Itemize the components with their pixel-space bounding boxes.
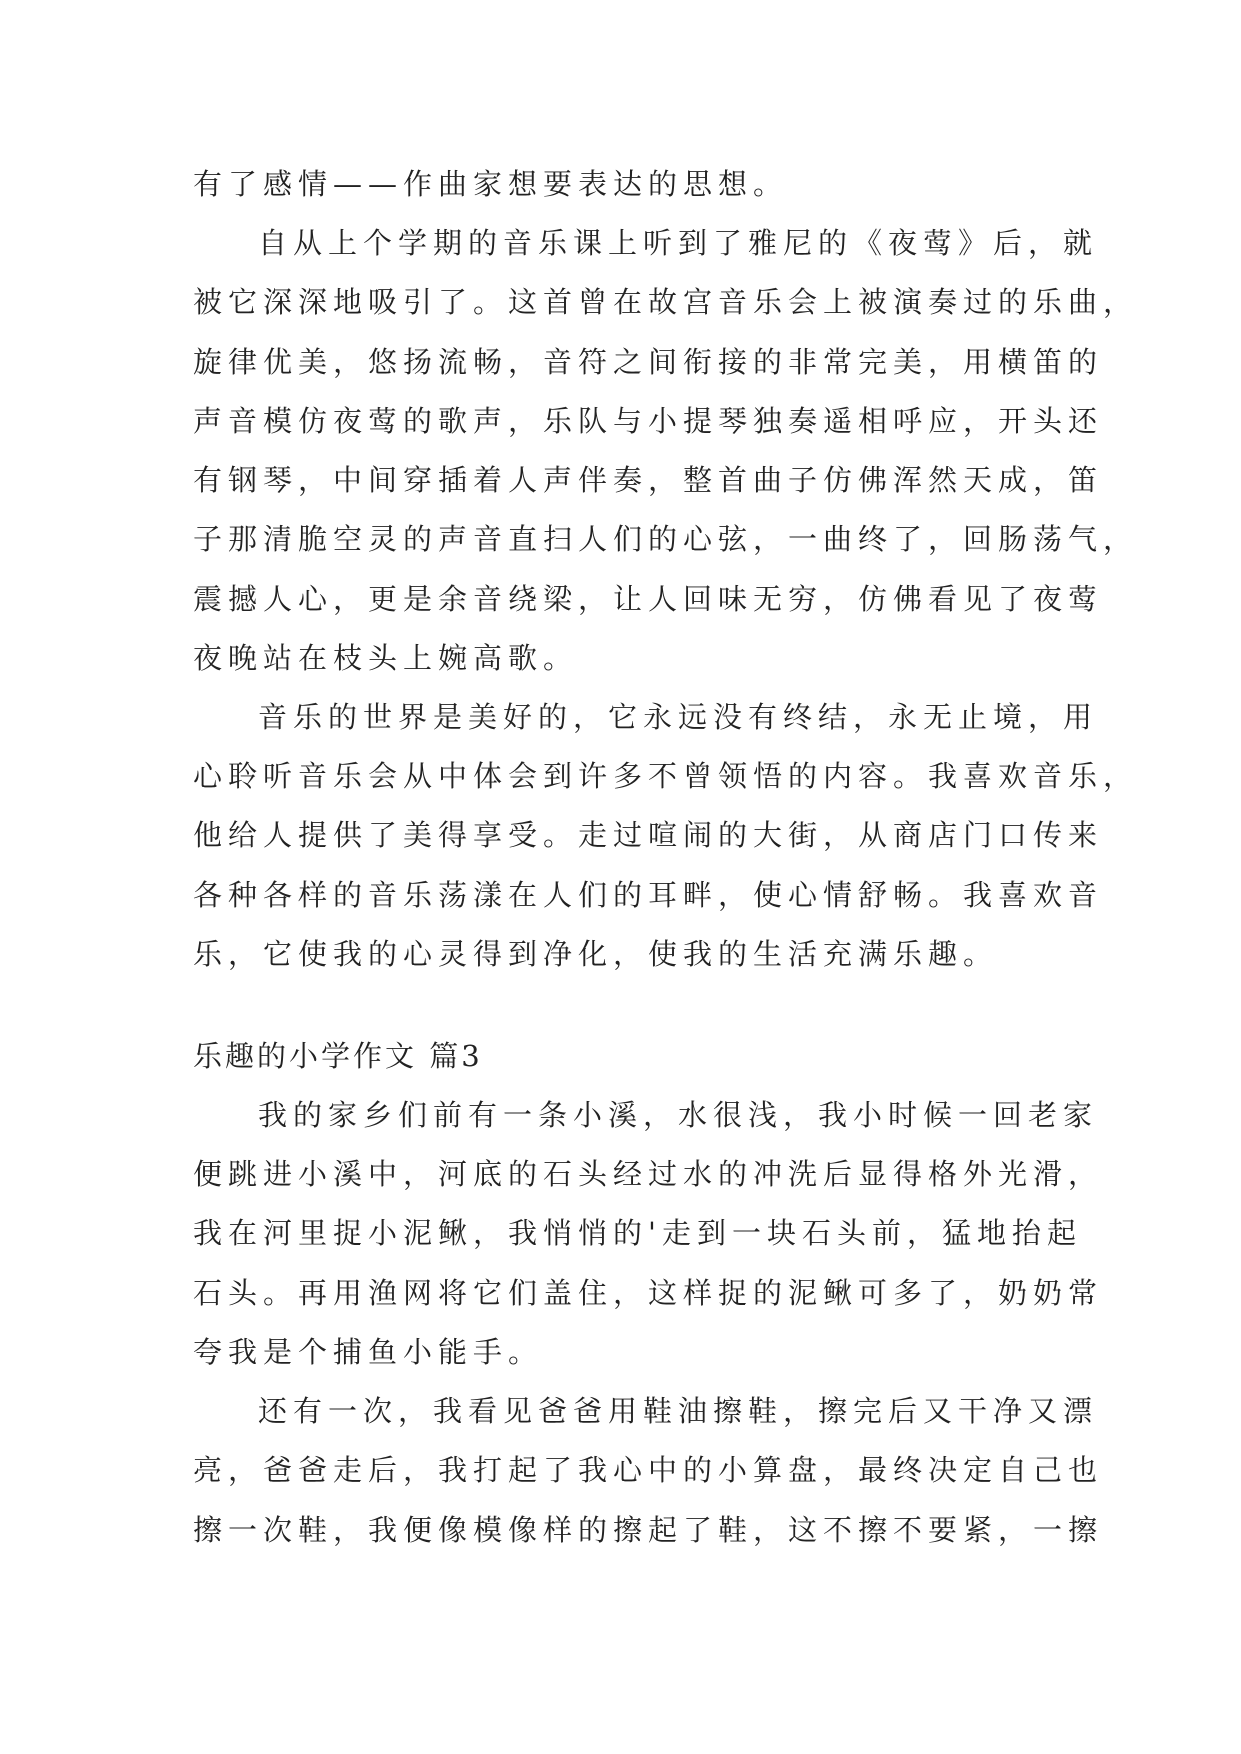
text-line: 便跳进小溪中，河底的石头经过水的冲洗后显得格外光滑， (193, 1157, 1104, 1191)
text-line: 擦一次鞋，我便像模像样的擦起了鞋，这不擦不要紧，一擦 (193, 1513, 1104, 1547)
text-line: 亮，爸爸走后，我打起了我心中的小算盘，最终决定自己也 (193, 1453, 1104, 1487)
text-line: 夜晚站在枝头上婉高歌。 (193, 641, 579, 675)
text-line: 旋律优美，悠扬流畅，音符之间衔接的非常完美，用横笛的 (193, 345, 1104, 379)
paragraph-first-line: 我的家乡们前有一条小溪，水很浅，我小时候一回老家 (258, 1098, 1099, 1132)
text-line: 夸我是个捕鱼小能手。 (193, 1335, 544, 1369)
paragraph-first-line: 还有一次，我看见爸爸用鞋油擦鞋，擦完后又干净又漂 (258, 1394, 1099, 1428)
text-line: 声音模仿夜莺的歌声，乐队与小提琴独奏遥相呼应，开头还 (193, 404, 1104, 438)
text-line: 有钢琴，中间穿插着人声伴奏，整首曲子仿佛浑然天成，笛 (193, 463, 1104, 497)
text-line: 被它深深地吸引了。这首曾在故宫音乐会上被演奏过的乐曲， (193, 285, 1139, 319)
text-line: 子那清脆空灵的声音直扫人们的心弦，一曲终了，回肠荡气， (193, 522, 1139, 556)
section-heading: 乐趣的小学作文 篇3 (193, 1039, 483, 1073)
text-line: 心聆听音乐会从中体会到许多不曾领悟的内容。我喜欢音乐， (193, 759, 1139, 793)
text-line: 石头。再用渔网将它们盖住，这样捉的泥鳅可多了，奶奶常 (193, 1276, 1104, 1310)
paragraph-first-line: 音乐的世界是美好的，它永远没有终结，永无止境，用 (258, 700, 1099, 734)
paragraph-first-line: 自从上个学期的音乐课上听到了雅尼的《夜莺》后，就 (258, 226, 1099, 260)
text-line: 乐，它使我的心灵得到净化，使我的生活充满乐趣。 (193, 937, 999, 971)
text-line: 我在河里捉小泥鳅，我悄悄的'走到一块石头前，猛地抬起 (193, 1216, 1082, 1250)
text-line: 他给人提供了美得享受。走过喧闹的大街，从商店门口传来 (193, 818, 1104, 852)
text-line: 有了感情——作曲家想要表达的思想。 (193, 167, 789, 201)
text-line: 各种各样的音乐荡漾在人们的耳畔，使心情舒畅。我喜欢音 (193, 878, 1104, 912)
text-line: 震撼人心，更是余音绕梁，让人回味无穷，仿佛看见了夜莺 (193, 582, 1104, 616)
